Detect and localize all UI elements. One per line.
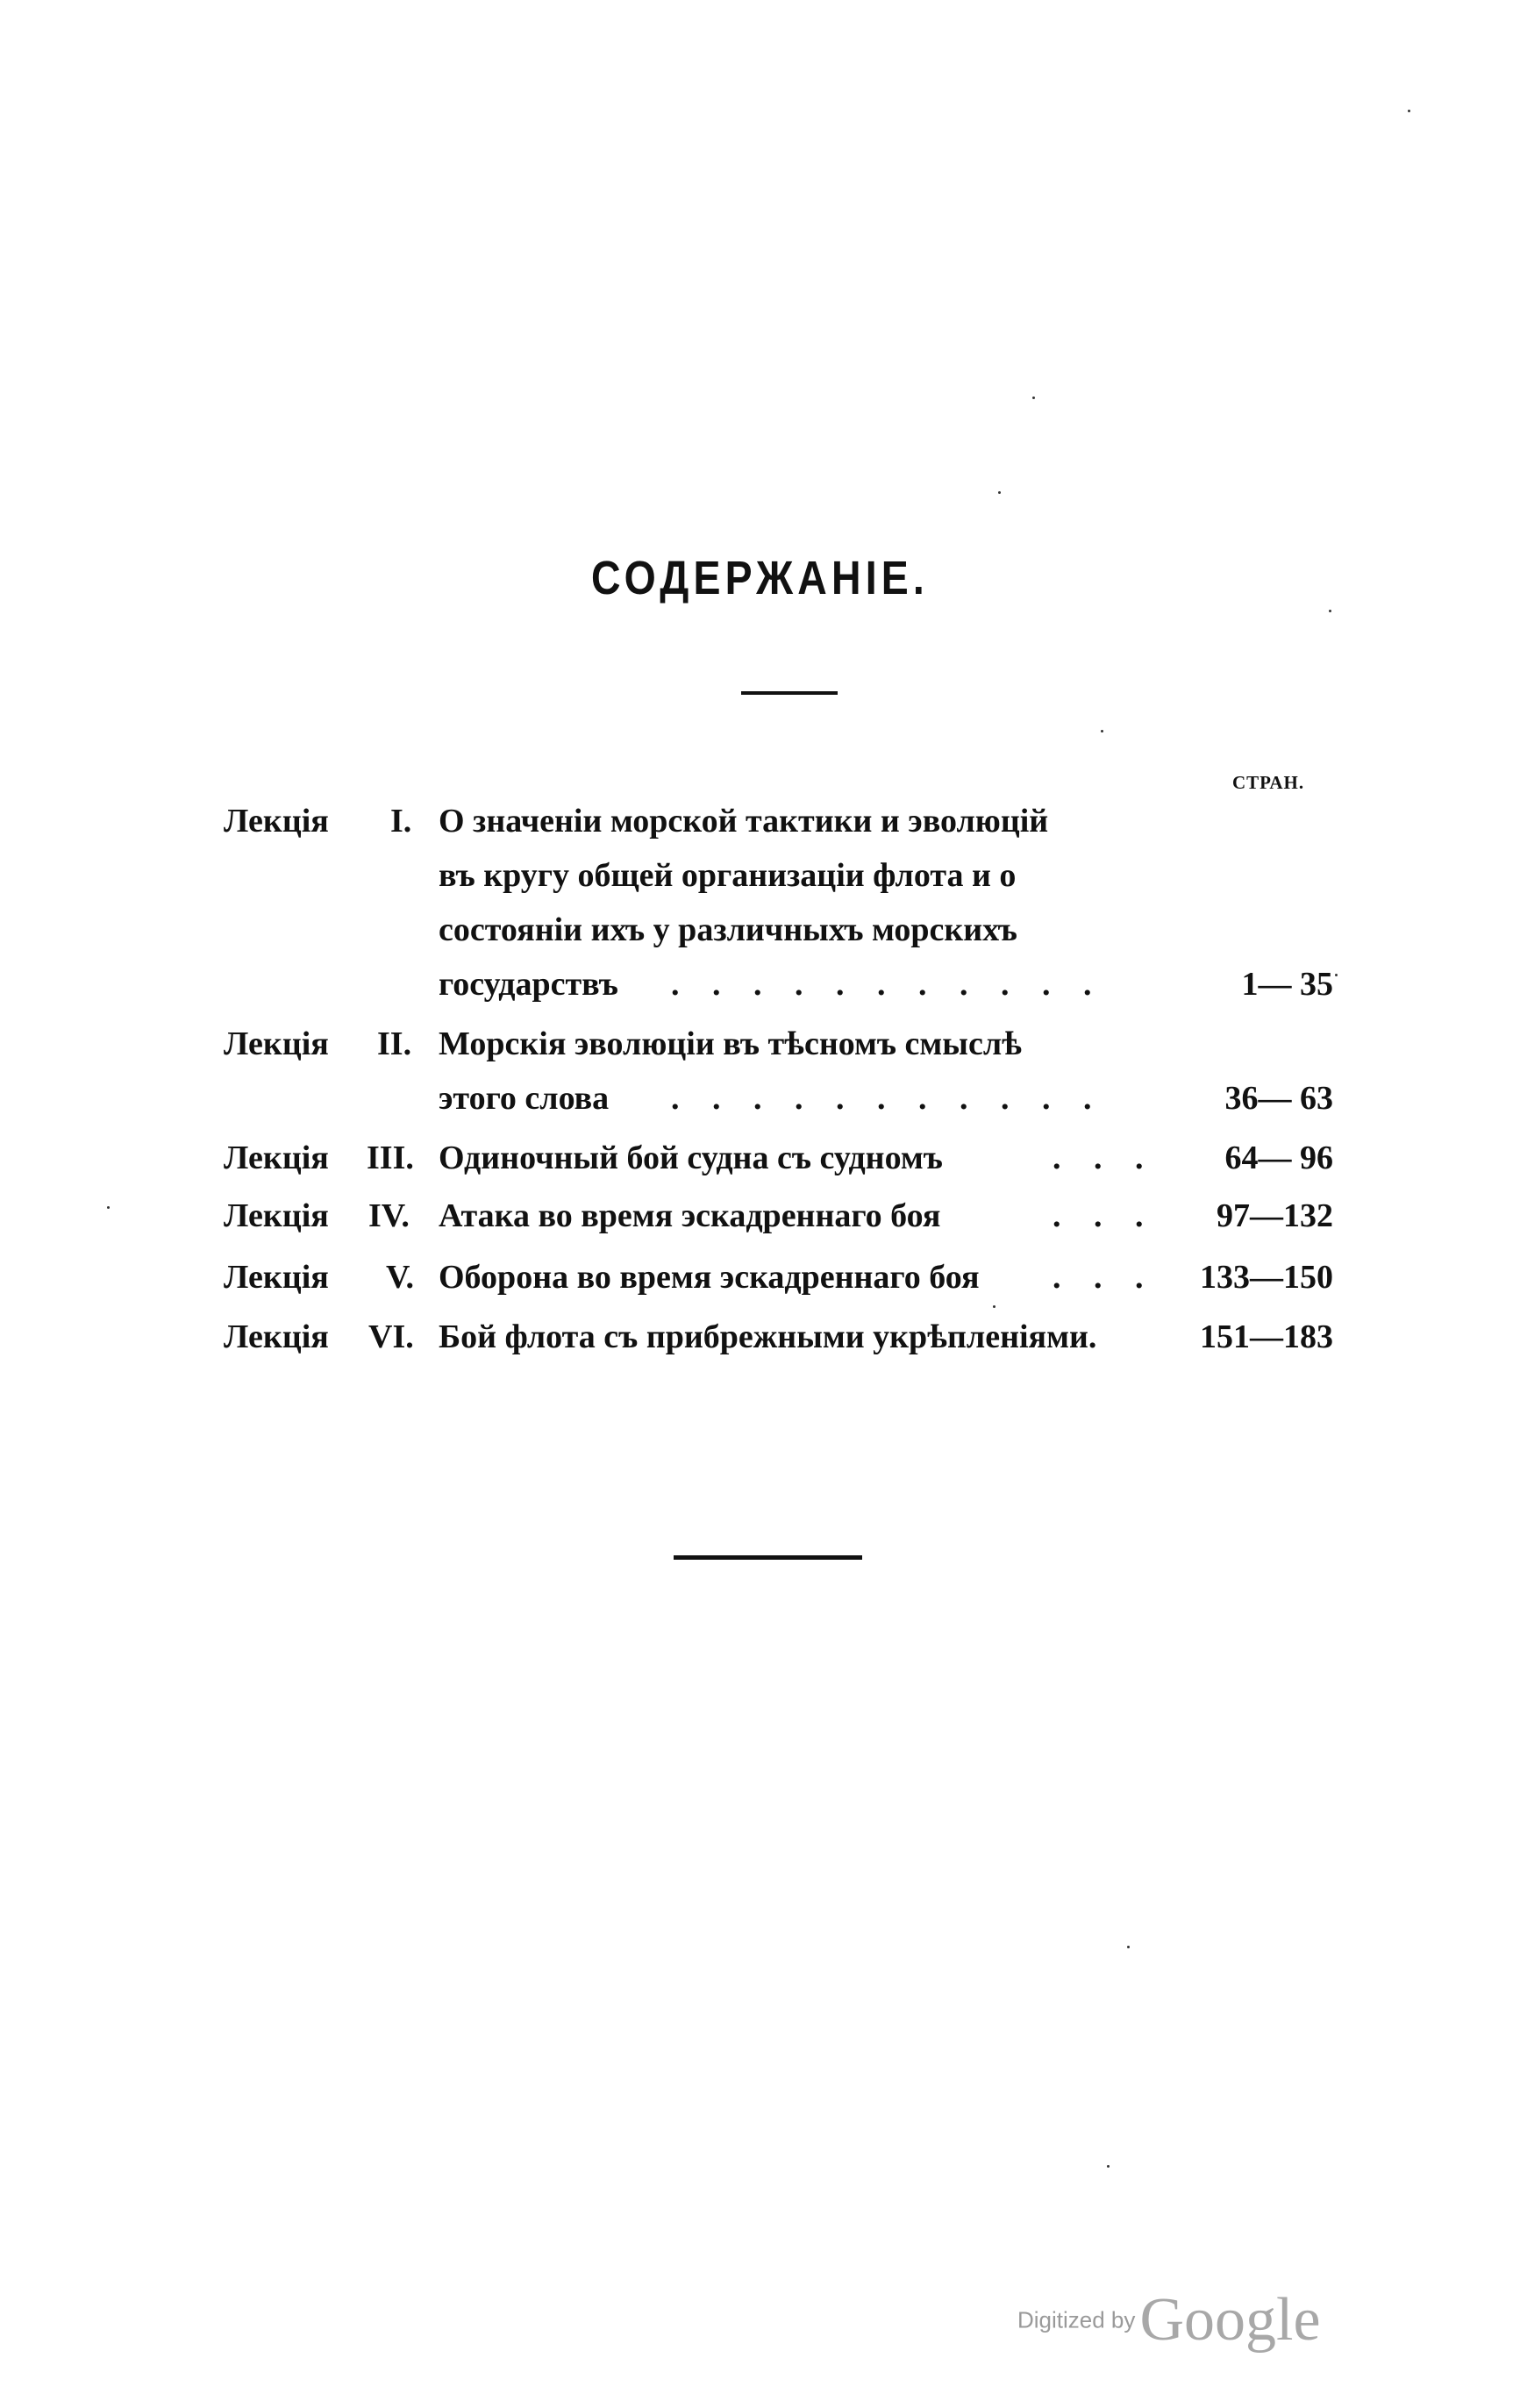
toc-entry-number: V. [386,1259,415,1296]
toc-entry-1-line-1 [0,797,1520,846]
scan-speck [1335,974,1338,976]
toc-entry-number: II. [377,1025,412,1062]
scan-speck [1032,397,1035,399]
toc-entry-label: Лекція [224,1025,329,1062]
toc-entry-5 [0,1253,1520,1302]
toc-entry-text: Морскія эволюціи въ тѣсномъ смыслѣ [439,1025,1022,1062]
toc-page-range: 97—132 [1217,1197,1333,1234]
scan-speck [1107,2165,1110,2168]
scan-speck [107,1206,110,1209]
toc-entry-label: Лекція [224,1197,329,1234]
digitized-watermark [1017,2285,1321,2355]
toc-entry-2-line-2 [0,1074,1520,1123]
google-logo: Google [1139,2286,1321,2354]
toc-entry-1-line-4 [0,960,1520,1009]
scan-speck [1101,730,1103,732]
watermark-prefix: Digitized by [1017,2306,1136,2333]
toc-entry-1-line-2 [0,851,1520,900]
toc-entry-text: Оборона во время эскадреннаго боя [439,1259,980,1296]
toc-dot-leader: . . . [1053,1259,1156,1296]
toc-entry-text: государствъ [439,966,618,1003]
scan-speck [1329,610,1331,612]
scan-speck [998,491,1001,494]
toc-entry-6 [0,1312,1520,1361]
toc-entry-number: I. [390,803,412,840]
toc-entry-text: Бой флота съ прибрежными укрѣпленіями. [439,1318,1097,1355]
scan-speck [993,1305,995,1308]
toc-entry-number: VI. [368,1318,414,1355]
toc-entry-label: Лекція [224,1259,329,1296]
toc-dot-leader: . . . . . . . . . . . [671,966,1104,1003]
toc-page-range: 64— 96 [1224,1140,1333,1176]
toc-page-range: 36— 63 [1224,1080,1333,1117]
toc-entry-4 [0,1191,1520,1240]
scan-speck [1127,1946,1130,1948]
toc-entry-3 [0,1133,1520,1183]
toc-page-range: 1— 35 [1241,966,1333,1003]
toc-entry-text: Одиночный бой судна съ судномъ [439,1140,943,1176]
title-divider [741,691,838,695]
pages-column-header: СТРАН. [1232,772,1305,793]
toc-entry-text: состояніи ихъ у различныхъ морскихъ [439,911,1017,948]
toc-entry-number: IV. [368,1197,410,1234]
toc-dot-leader: . . . [1053,1140,1156,1176]
scan-speck [1408,110,1410,112]
toc-dot-leader: . . . . . . . . . . . [671,1080,1104,1117]
toc-dot-leader: . . . [1053,1197,1156,1234]
toc-entry-label: Лекція [224,1140,329,1176]
toc-entry-text: этого слова [439,1080,610,1117]
toc-entry-text: О значеніи морской тактики и эволюцій [439,803,1049,840]
page-title: СОДЕРЖАНІЕ. [591,552,929,604]
toc-entry-number: III. [367,1140,414,1176]
toc-entry-label: Лекція [224,803,329,840]
toc-page-range: 133—150 [1200,1259,1333,1296]
toc-entry-label: Лекція [224,1318,329,1355]
closing-rule [674,1555,862,1560]
toc-entry-text: въ кругу общей организаціи флота и о [439,857,1017,894]
toc-entry-2-line-1 [0,1019,1520,1068]
toc-page-range: 151—183 [1200,1318,1333,1355]
toc-entry-1-line-3 [0,905,1520,954]
toc-entry-text: Атака во время эскадреннаго боя [439,1197,941,1234]
